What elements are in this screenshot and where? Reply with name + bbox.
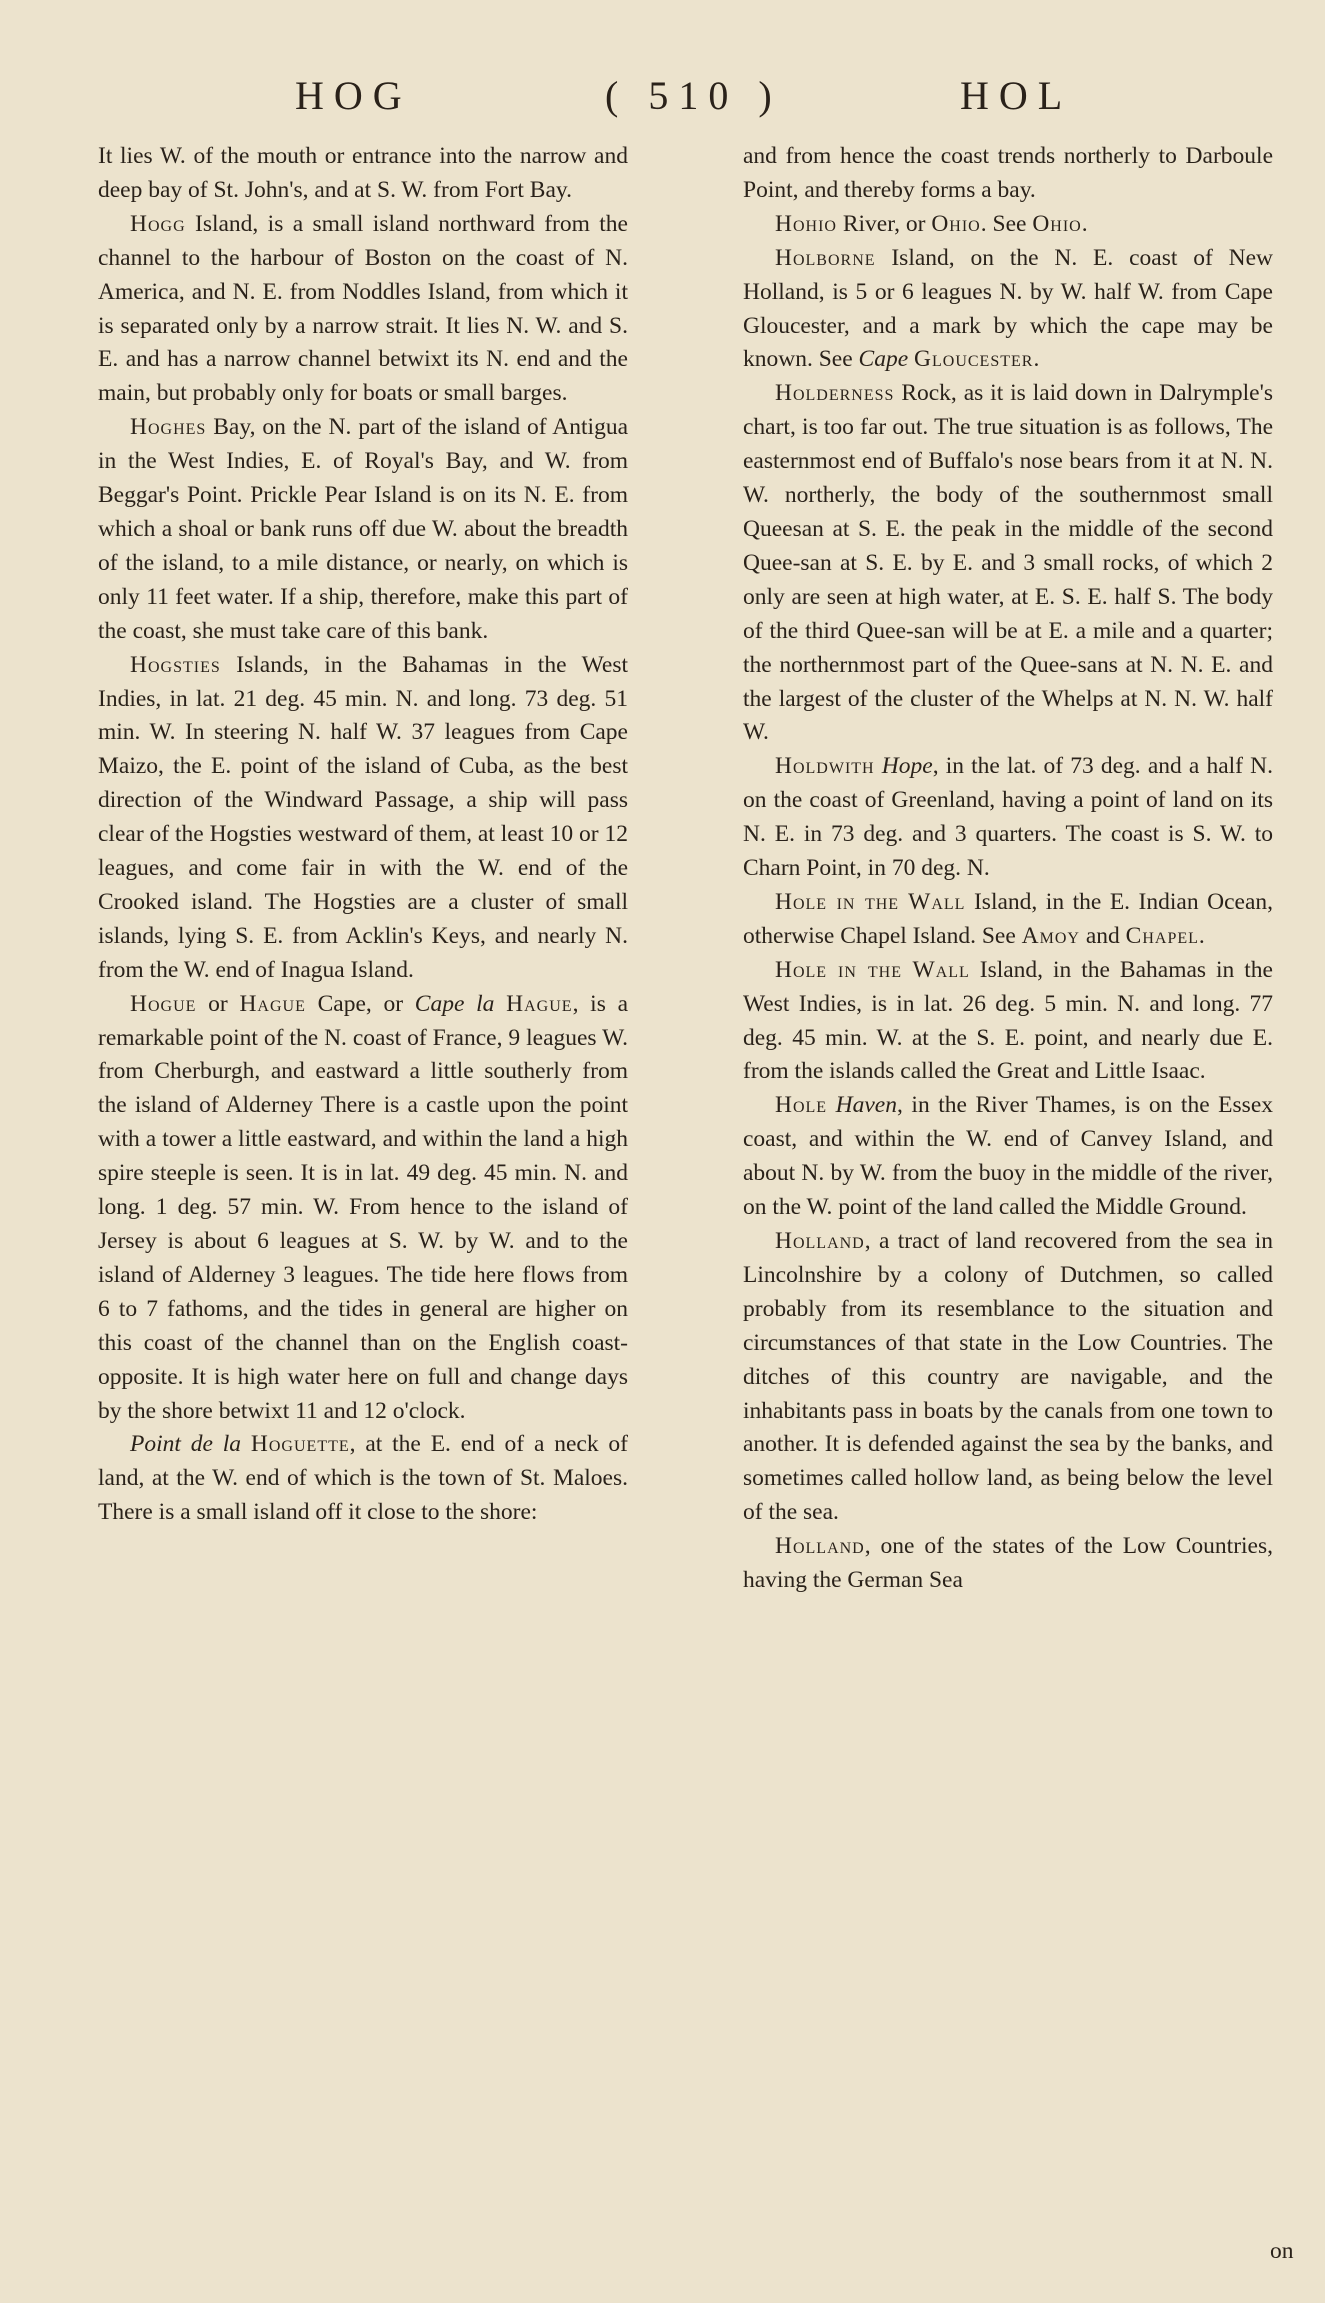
catchword: on: [1270, 2238, 1294, 2264]
entry-hole-haven: Hole Haven, in the River Thames, is on the Essex coast, and within the W. end of Canvey Island, and about N. by W. from the buoy in the middle of the river, on the W. point of the land called the Middle Ground.: [743, 1092, 1274, 1221]
headword: Hague: [239, 990, 306, 1017]
entry-hogsties: Hogsties Islands, in the Bahamas in the West Indies, in lat. 21 deg. 45 min. N. and long. 73 deg. 51 min. W. In steering N. half W. 37 leagues from Cape Maizo, the E. point of the island of Cuba, as the best direction of the Windward Passage, a ship will pass clear of the Hogsties westward of them, at least 10 or 12 leagues, and come fair in with the W. end of the Crooked island. The Hogsties are a cluster of small islands, lying S. E. from Acklin's Keys, and nearly N. from the W. end of Inagua Island.: [98, 651, 628, 983]
right-column: [743, 140, 1273, 1598]
entry-continuation: and from hence the coast trends northerly to Darboule Point, and thereby forms a bay.: [743, 143, 1273, 203]
entry-hogue: Hogue or Hague Cape, or Cape la Hague, is a remarkable point of the N. coast of France, 9 leagues W. from Cherburgh, and eastward a little southerly from the island of Alderney There is a castle upon the point with a tower a little eastward, and within the land a high spire steeple is seen. It is in lat. 49 deg. 45 min. N. and long. 1 deg. 57 min. W. From hence to the island of Jersey is about 6 leagues at S. W. by W. and to the island of Alderney 3 leagues. The tide here flows from 6 to 7 fathoms, and the tides in general are higher on this coast of the channel than on the English coast-opposite. It is high water here on full and change days by the shore betwixt 11 and 12 o'clock.: [98, 990, 629, 1424]
entry-holland-2: Holland, one of the states of the Low Countries, having the German Sea: [743, 1533, 1273, 1594]
entry-hole-in-the-wall-1: Hole in the Wall Island, in the E. Indian Ocean, otherwise Chapel Island. See Amoy and Chapel.: [743, 888, 1273, 949]
entry-holborne: Holborne Island, on the N. E. coast of New Holland, is 5 or 6 leagues N. by W. half W. from Cape Gloucester, and a mark by which the cape may be known. See Cape Gloucester.: [743, 244, 1273, 373]
page-number: ( 510 ): [605, 73, 782, 118]
headword: Hohio: [775, 210, 837, 237]
headword: Hogue: [130, 990, 197, 1017]
entry-holderness: Holderness Rock, as it is laid down in Dalrymple's chart, is too far out. The true situation is as follows, The easternmost end of Buffalo's nose bears from it at N. N. W. northerly, the body of the southernmost small Queesan at S. E. the peak in the middle of the second Quee-san at S. E. by E. and 3 small rocks, of which 2 only are seen at high water, at E. S. E. half S. The body of the third Quee-san will be at E. a mile and a quarter; the northernmost part of the Quee-sans at N. N. E. and the largest of the cluster of the Whelps at N. N. W. half W.: [743, 380, 1273, 746]
header-left-word: HOG: [295, 73, 412, 118]
headword: Hague: [506, 990, 573, 1017]
headword: Hole: [775, 1092, 828, 1119]
headword: Hogg: [130, 210, 186, 237]
left-column: [98, 140, 628, 1530]
entry-hogg: Hogg Island, is a small island northward from the channel to the harbour of Boston on the coast of N. America, and N. E. from Noddles Island, from which it is separated only by a narrow strait. It lies N. W. and S. E. and has a narrow channel betwixt its N. end and the main, but probably only for boats or small barges.: [98, 210, 628, 407]
headword: Hogsties: [130, 651, 221, 678]
headword: Hoguette: [250, 1431, 350, 1458]
headword: Holborne: [775, 244, 876, 271]
entry-hoguette: Point de la Hoguette, at the E. end of a neck of land, at the W. end of which is the town of St. Maloes. There is a small island off it close to the shore:: [98, 1431, 629, 1526]
running-header: [0, 72, 1325, 122]
headword: Hole in the Wall: [775, 888, 966, 915]
header-right-word: HOL: [960, 73, 1073, 118]
headword: Holderness: [775, 380, 895, 407]
headword: Holland: [775, 1228, 865, 1254]
headword: Hoghes: [130, 414, 207, 441]
entry-hoghes: Hoghes Bay, on the N. part of the island of Antigua in the West Indies, E. of Royal's Bay, and W. from Beggar's Point. Prickle Pear Island is on its N. E. from which a shoal or bank runs off due W. about the breadth of the island, to a mile distance, or nearly, on which is only 11 feet water. If a ship, therefore, make this part of the coast, she must take care of this bank.: [98, 414, 628, 644]
headword: Holdwith: [775, 753, 875, 780]
entry-hohio: Hohio River, or Ohio. See Ohio.: [775, 210, 1088, 237]
entry-holland-1: Holland, a tract of land recovered from the sea in Lincolnshire by a colony of Dutchmen, so called probably from its resemblance to the situation and circumstances of that state in the Low Countries. The ditches of this country are navigable, and the inhabitants pass in boats by the canals from one town to another. It is defended against the sea by the banks, and sometimes called hollow land, as being below the level of the sea.: [743, 1228, 1273, 1526]
headword: Holland: [775, 1533, 865, 1560]
headword: Hole in the Wall: [775, 956, 970, 983]
entry-hole-in-the-wall-2: Hole in the Wall Island, in the Bahamas in the West Indies, is in lat. 26 deg. 5 min. N. and long. 77 deg. 45 min. W. at the S. E. point, and nearly due E. from the islands called the Great and Little Isaac.: [743, 956, 1273, 1085]
entry-continuation: It lies W. of the mouth or entrance into the narrow and deep bay of St. John's, and at S. W. from Fort Bay.: [98, 143, 628, 203]
entry-holdwith: Holdwith Hope, in the lat. of 73 deg. and a half N. on the coast of Greenland, having a point of land on its N. E. in 73 deg. and 3 quarters. The coast is S. W. to Charn Point, in 70 deg. N.: [743, 753, 1274, 882]
